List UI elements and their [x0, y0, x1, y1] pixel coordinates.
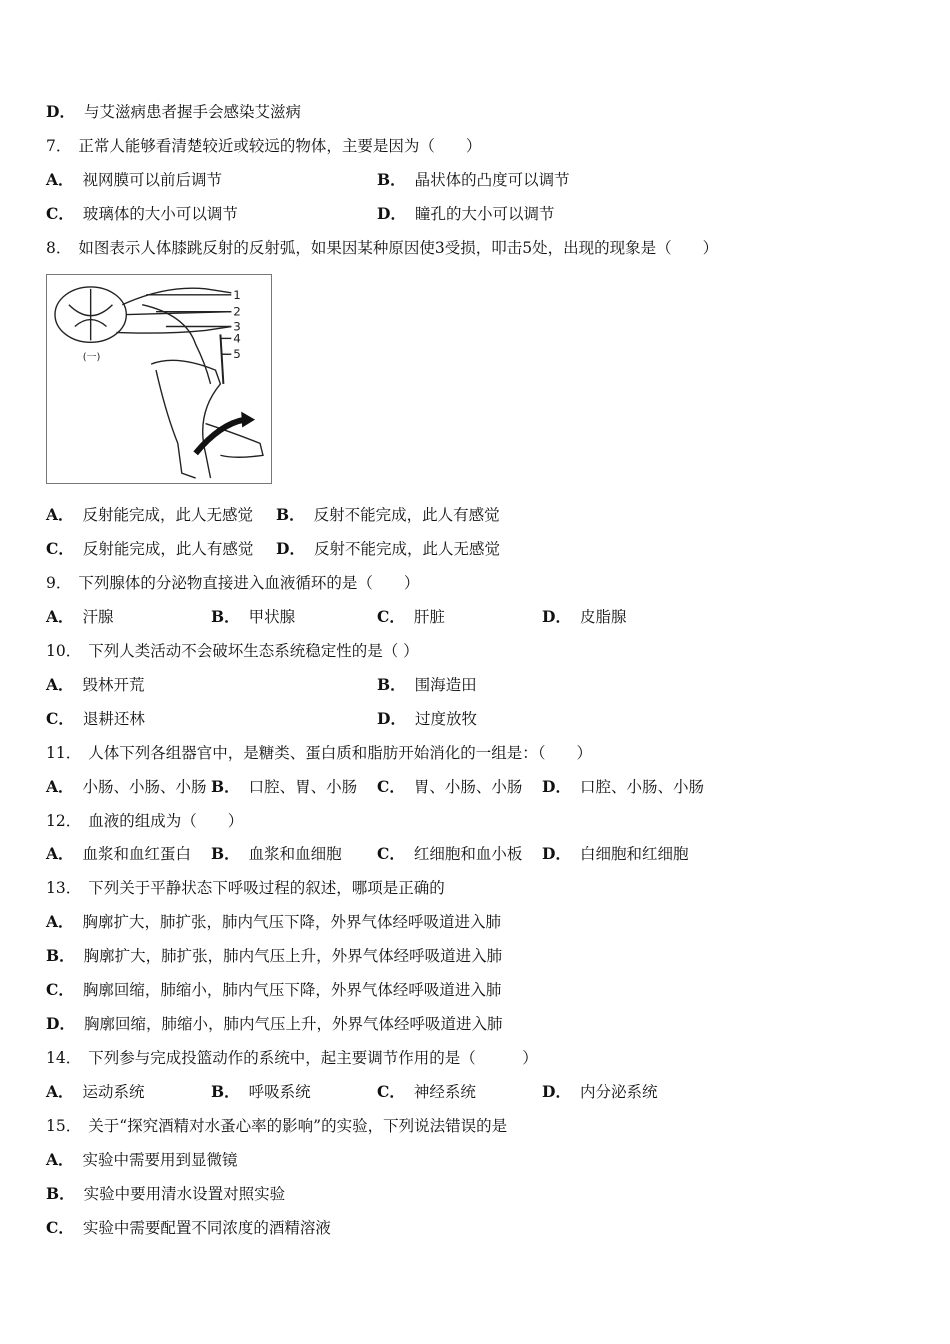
q12-stem: 12． 血液的组成为（ ） [46, 812, 244, 830]
q14-option-d: D． 内分泌系统 [542, 1082, 658, 1101]
knee-jerk-reflex-diagram [47, 275, 271, 483]
label-2: 2 [233, 304, 241, 319]
q11-option-b: B． 口腔、胃、小肠 [211, 777, 358, 796]
q13-stem: 13． 下列关于平静状态下呼吸过程的叙述，哪项是正确的 [46, 879, 445, 897]
q10-option-a: A． 毁林开荒 [46, 675, 145, 694]
q12-option-a: A． 血浆和血红蛋白 [46, 844, 192, 863]
leg-thigh [151, 360, 220, 478]
q11-option-d: D． 口腔、小肠、小肠 [542, 777, 704, 796]
q9-stem: 9． 下列腺体的分泌物直接进入血液循环的是（ ） [46, 574, 420, 592]
label-1: 1 [233, 287, 241, 302]
q7-option-c: C． 玻璃体的大小可以调节 [46, 204, 238, 223]
q11-option-a: A． 小肠、小肠、小肠 [46, 777, 207, 796]
lower-leg-raised [206, 424, 263, 458]
q7-option-a: A． 视网膜可以前后调节 [46, 170, 223, 189]
q13-option-c: C． 胸廓回缩，肺缩小，肺内气压下降，外界气体经呼吸道进入肺 [46, 980, 502, 999]
q14-stem: 14． 下列参与完成投篮动作的系统中，起主要调节作用的是（ ） [46, 1049, 538, 1067]
q11-option-c: C． 胃、小肠、小肠 [377, 777, 523, 796]
q7-option-b: B． 晶状体的凸度可以调节 [377, 170, 570, 189]
q10-option-c: C． 退耕还林 [46, 709, 145, 728]
q15-stem: 15． 关于“探究酒精对水蚤心率的影响”的实验，下列说法错误的是 [46, 1117, 508, 1135]
q13-option-d: D． 胸廓回缩，肺缩小，肺内气压上升，外界气体经呼吸道进入肺 [46, 1014, 503, 1033]
nerve-3 [116, 327, 231, 334]
reflex-arc-figure [46, 274, 272, 484]
label-4: 4 [233, 331, 241, 346]
q9-option-c: C． 肝脏 [377, 607, 445, 626]
label-5: 5 [233, 347, 241, 362]
q7-option-d: D． 瞳孔的大小可以调节 [377, 204, 555, 223]
q9-option-b: B． 甲状腺 [211, 607, 296, 626]
q15-option-c: C． 实验中需要配置不同浓度的酒精溶液 [46, 1218, 331, 1237]
q12-option-d: D． 白细胞和红细胞 [542, 844, 689, 863]
q12-option-b: B． 血浆和血细胞 [211, 844, 342, 863]
q7-stem: 7． 正常人能够看清楚较近或较远的物体，主要是因为（ ） [46, 137, 482, 155]
q9-option-d: D． 皮脂腺 [542, 607, 627, 626]
q10-stem: 10． 下列人类活动不会破坏生态系统稳定性的是（ ） [46, 642, 419, 660]
figure-caption: (一) [82, 352, 101, 364]
grey-matter [69, 289, 113, 341]
q8-stem: 8． 如图表示人体膝跳反射的反射弧，如果因某种原因使3受损，叩击5处，出现的现象是（ ） [46, 239, 719, 257]
q10-option-d: D． 过度放牧 [377, 709, 477, 728]
q8-option-c: C． 反射能完成，此人有感觉 [46, 539, 254, 558]
q10-option-b: B． 围海造田 [377, 675, 477, 694]
q11-stem: 11． 人体下列各组器官中，是糖类、蛋白质和脂肪开始消化的一组是：（ ） [46, 744, 592, 762]
q14-option-b: B． 呼吸系统 [211, 1082, 311, 1101]
q13-option-a: A． 胸廓扩大，肺扩张，肺内气压下降，外界气体经呼吸道进入肺 [46, 912, 502, 931]
q14-option-a: A． 运动系统 [46, 1082, 145, 1101]
sensory-fiber [142, 305, 210, 384]
q15-option-a: A． 实验中需要用到显微镜 [46, 1150, 238, 1169]
q8-option-d: D． 反射不能完成，此人无感觉 [276, 539, 500, 558]
q14-option-c: C． 神经系统 [377, 1082, 476, 1101]
q15-option-b: B． 实验中要用清水设置对照实验 [46, 1184, 286, 1203]
label-3: 3 [233, 319, 241, 334]
q12-option-c: C． 红细胞和血小板 [377, 844, 523, 863]
nerve-1 [122, 288, 231, 305]
q6-option-d: D． 与艾滋病患者握手会感染艾滋病 [46, 102, 301, 121]
q8-option-b: B． 反射不能完成，此人有感觉 [276, 505, 500, 524]
leg-shin [156, 370, 196, 478]
q9-option-a: A． 汗腺 [46, 607, 114, 626]
q13-option-b: B． 胸廓扩大，肺扩张，肺内气压上升，外界气体经呼吸道进入肺 [46, 946, 503, 965]
q8-option-a: A． 反射能完成，此人无感觉 [46, 505, 254, 524]
